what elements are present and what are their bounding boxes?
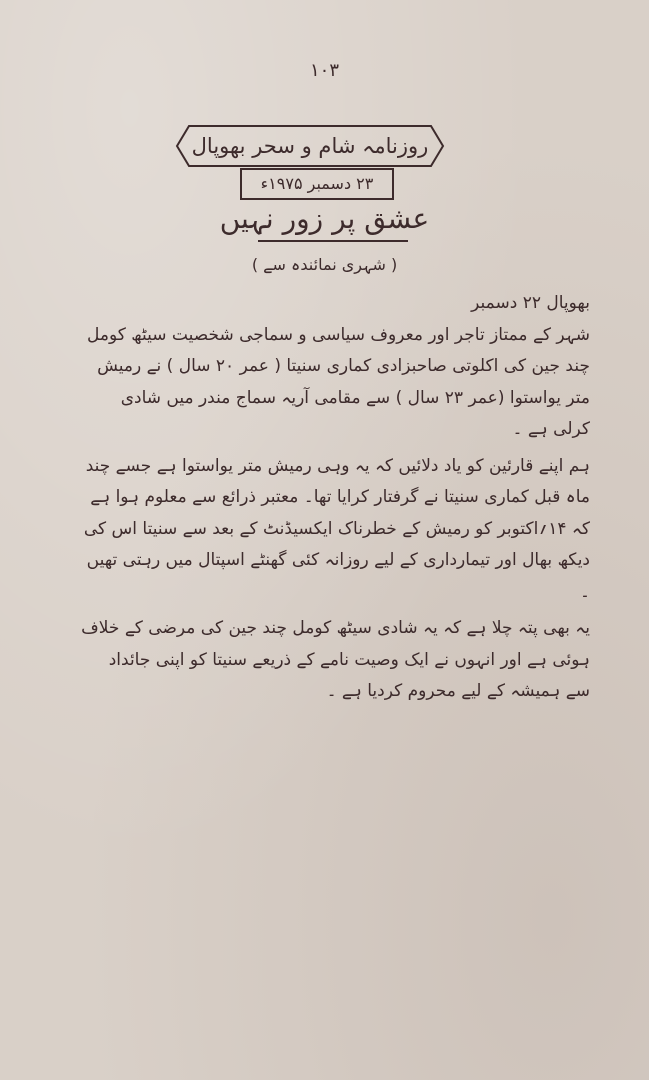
article-paragraph: یہ بھی پتہ چلا ہے کہ یہ شادی سیٹھ کومل چند جین کی مرضی کے خلاف ہوئی ہے اور انہوں نے ایک وصیت نامے کے ذریعے سنیتا کو اپنی جائداد سے ہمیشہ کے لیے محروم کردیا ہے ۔ — [81, 618, 590, 701]
article-paragraph: ہم اپنے قارئین کو یاد دلائیں کہ یہ وہی رمیش متر یواستوا ہے جسے چند ماہ قبل کماری سنیتا نے گرفتار کرایا تھا۔ معتبر ذرائع سے معلوم ہوا ہے کہ ۱۴؍اکتوبر کو رمیش کے خطرناک ایکسیڈنٹ کے بعد سے سنیتا اس کی دیکھ بھال اور تیمارداری کے لیے روزانہ کئی گھنٹے اسپتال میں رہتی تھیں ۔ — [83, 455, 590, 602]
article-body — [80, 288, 590, 708]
article-dateline: بھوپال ۲۲ دسمبر — [471, 293, 590, 313]
publication-date: ۲۳ دسمبر ۱۹۷۵ء — [240, 168, 394, 200]
newspaper-masthead — [175, 124, 445, 168]
headline-underline — [258, 240, 408, 242]
page-number: ۱۰۳ — [309, 60, 339, 81]
newspaper-name: روزنامہ شام و سحر بھوپال — [191, 134, 429, 158]
article-byline: ( شہری نمائندہ سے ) — [251, 255, 398, 274]
article-headline: عشق پر زور نہیں — [219, 202, 430, 235]
article-paragraph: شہر کے ممتاز تاجر اور معروف سیاسی و سماجی شخصیت سیٹھ کومل چند جین کی اکلوتی صاحبزادی کماری سنیتا ( عمر ۲۰ سال ) نے رمیش متر یواستوا (عمر ۲۳ سال ) سے مقامی آریہ سماج مندر میں شادی کرلی ہے ۔ — [87, 324, 590, 439]
